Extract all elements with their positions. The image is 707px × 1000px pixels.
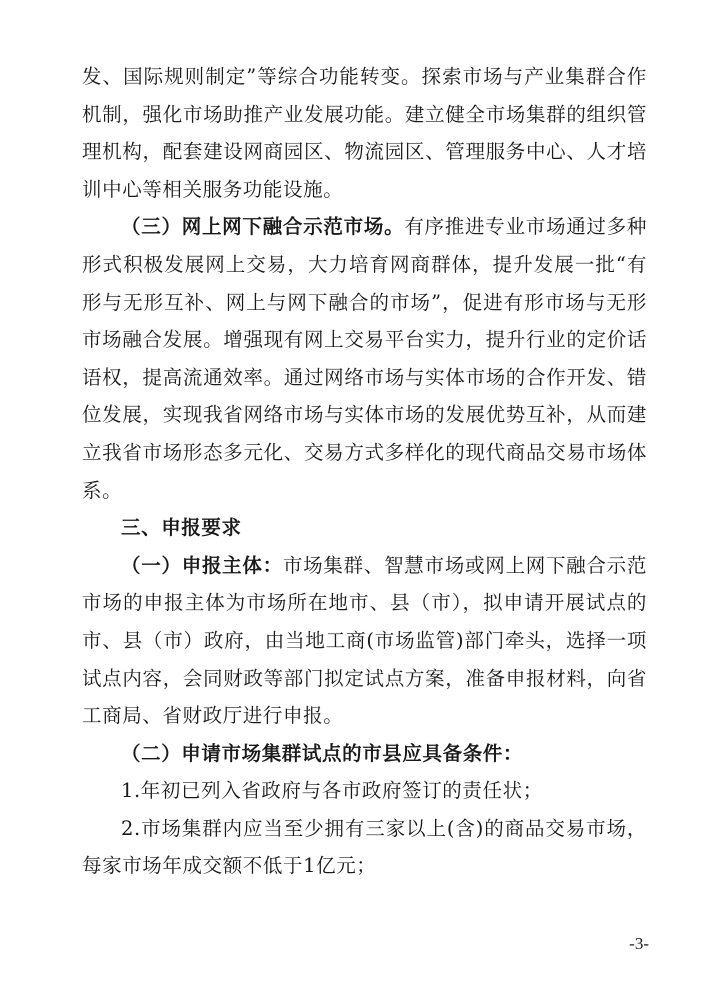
paragraph-2 [82, 208, 647, 509]
document-body [82, 58, 647, 885]
section-heading-text: 三、申报要求 [121, 516, 242, 540]
heading-online-offline-market: （三）网上网下融合示范市场。 [121, 215, 405, 239]
condition-item-2-text: 2.市场集群内应当至少拥有三家以上(含)的商品交易市场，每家市场年成交额不低于1亿元； [82, 816, 647, 878]
condition-item-2 [82, 810, 647, 885]
paragraph-1-text: 发、国际规则制定”等综合功能转变。探索市场与产业集群合作机制，强化市场助推产业发展功能。建立健全市场集群的组织管理机构，配套建设网商园区、物流园区、管理服务中心、人才培训中心等相关服务功能设施。 [82, 65, 647, 201]
paragraph-4-text: 市场集群、智慧市场或网上网下融合示范市场的申报主体为市场所在地市、县（市），拟申请开展试点的市、县（市）政府，由当地工商(市场监管)部门牵头，选择一项试点内容，会同财政等部门拟定试点方案，准备申报材料，向省工商局、省财政厅进行申报。 [82, 553, 647, 728]
subheading-conditions-text: （二）申请市场集群试点的市县应具备条件： [121, 741, 524, 765]
section-heading-requirements [82, 509, 647, 547]
paragraph-2-text: 有序推进专业市场通过多种形式积极发展网上交易，大力培育网商群体，提升发展一批“有形与无形互补、网上与网下融合的市场”，促进有形市场与无形市场融合发展。增强现有网上交易平台实力，提升行业的定价话语权，提高流通效率。通过网络市场与实体市场的合作开发、错位发展，实现我省网络市场与实体市场的发展优势互补，从而建立我省市场形态多元化、交易方式多样化的现代商品交易市场体系。 [82, 215, 648, 502]
paragraph-4 [82, 547, 647, 735]
subheading-conditions [82, 735, 647, 773]
heading-applicant: （一）申报主体： [121, 553, 283, 577]
condition-item-1 [82, 772, 647, 810]
condition-item-1-text: 1.年初已列入省政府与各市政府签订的责任状； [121, 779, 543, 803]
page-number: -3- [629, 934, 649, 953]
paragraph-1 [82, 58, 647, 208]
